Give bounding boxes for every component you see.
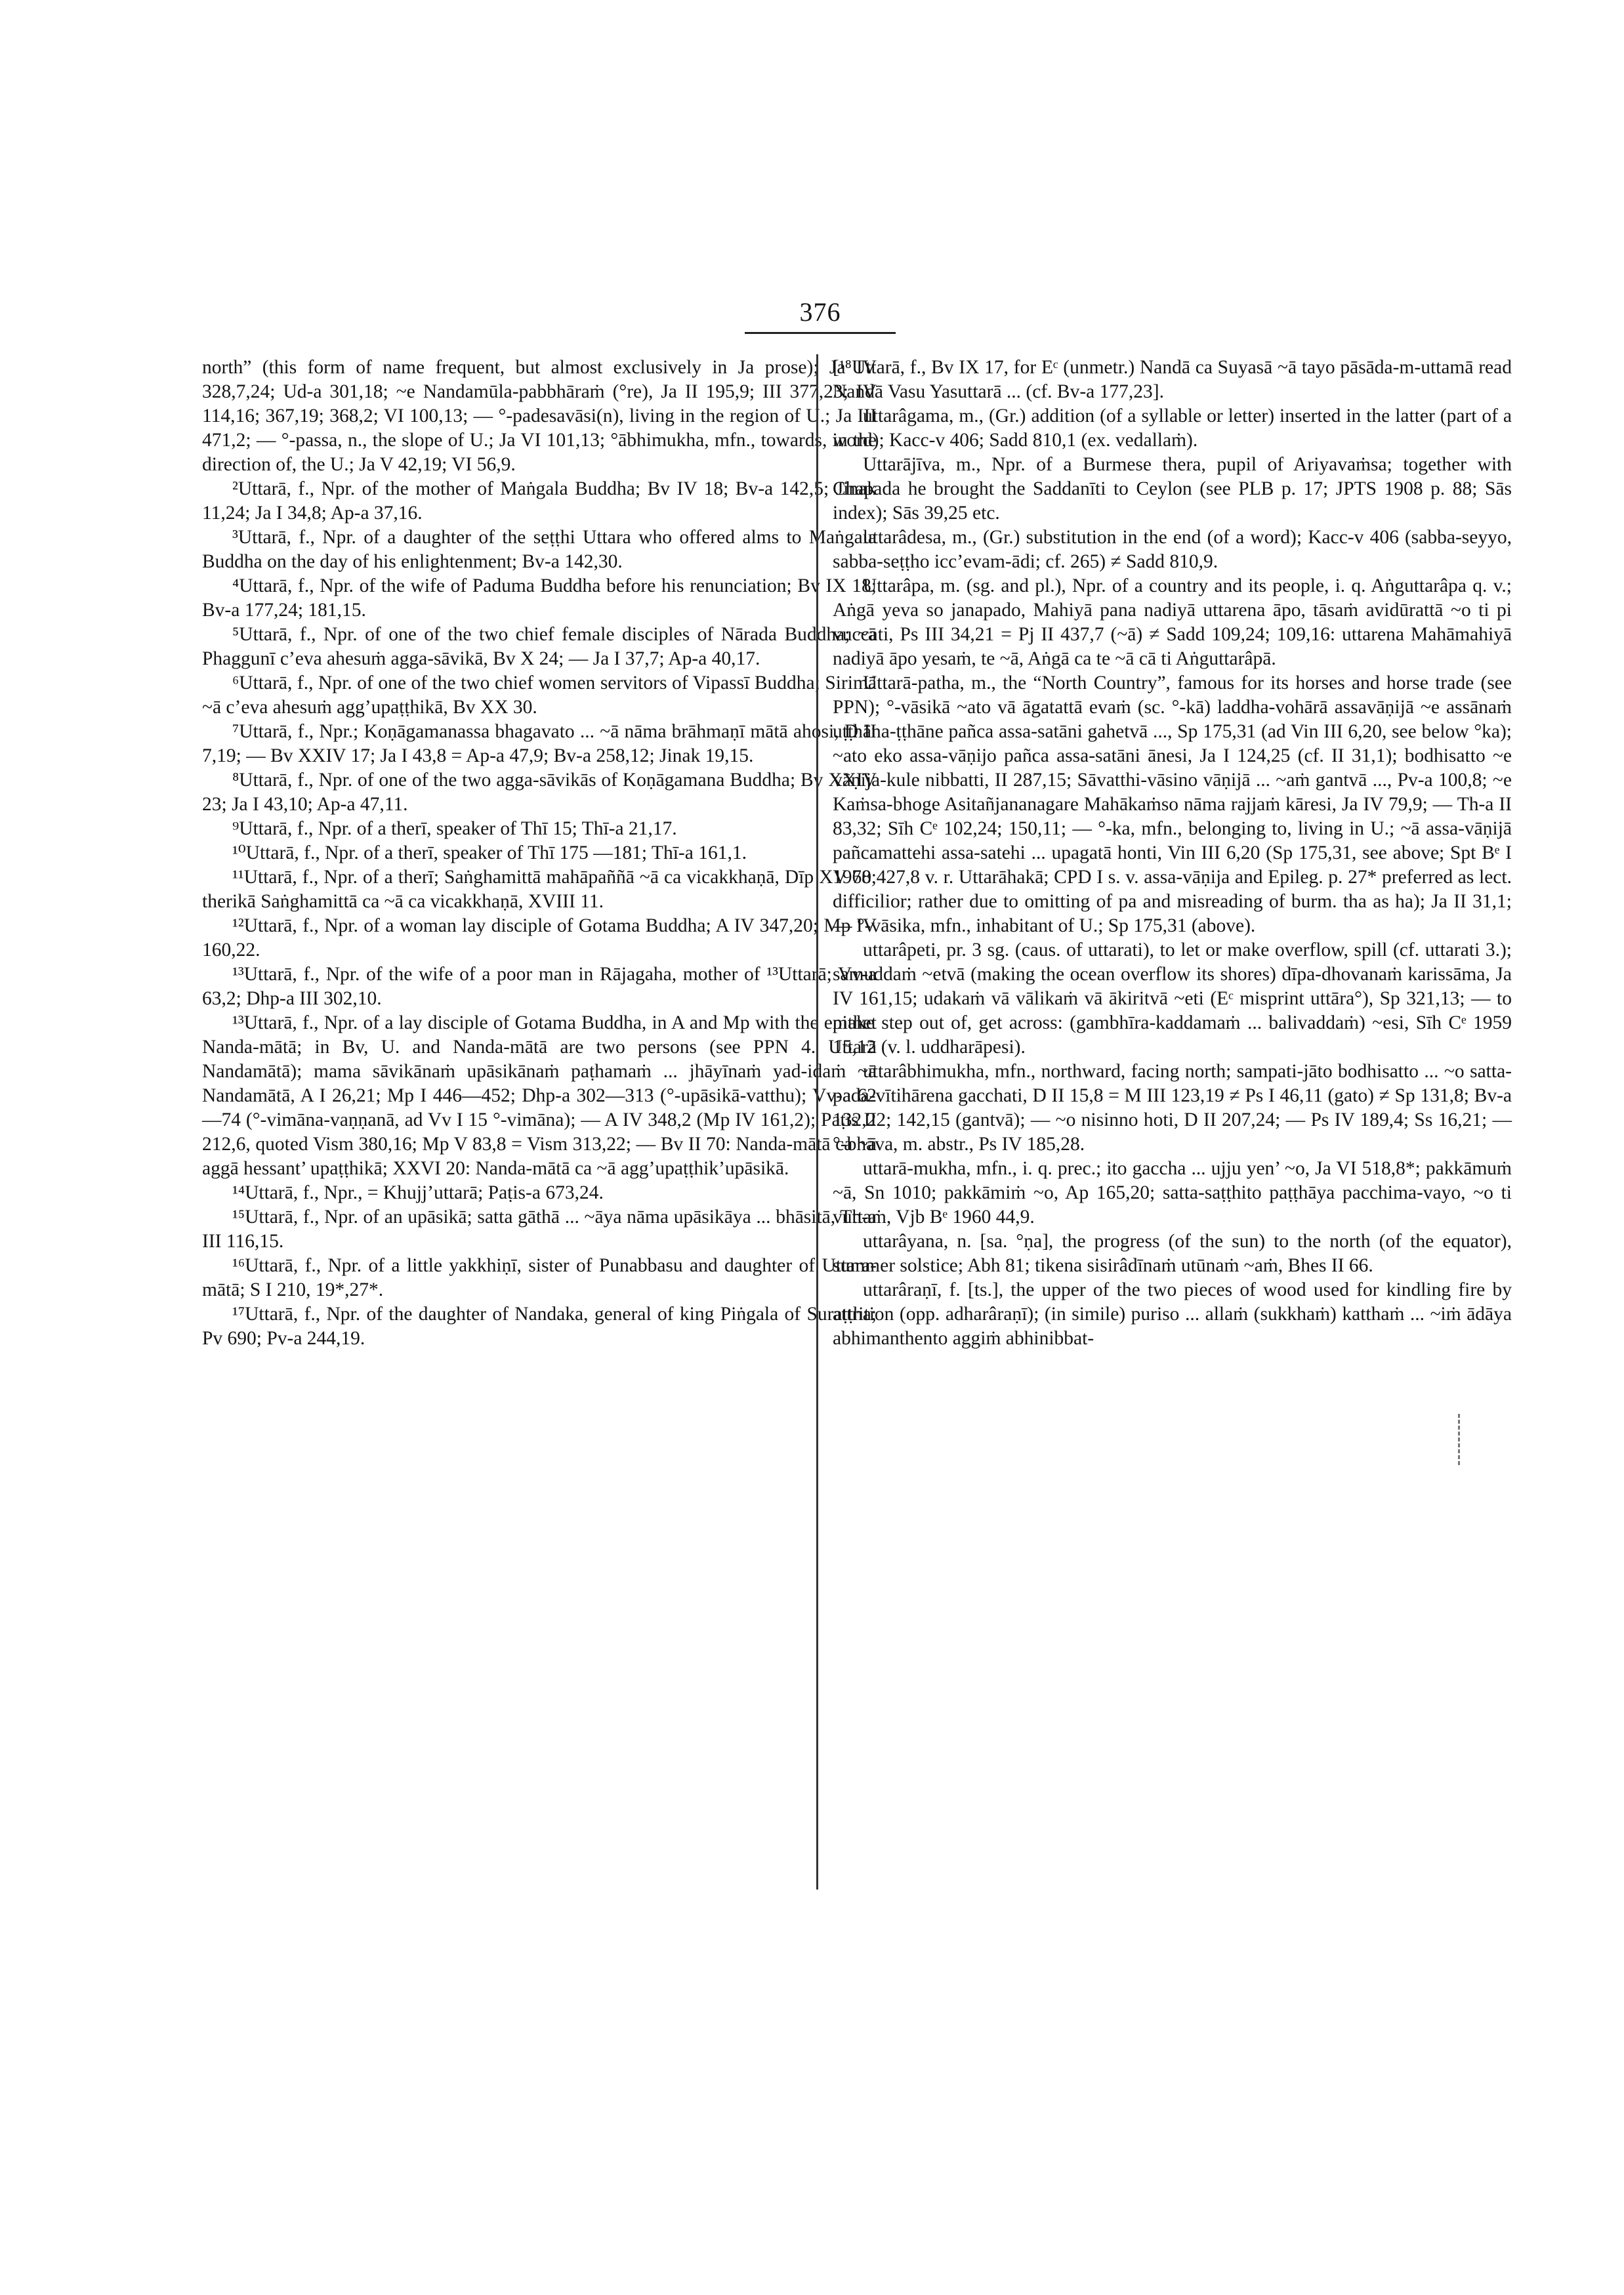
entry-uttara-13b: ¹³Uttarā, f., Npr. of a lay disciple of Gotama Buddha, in A and Mp with the epithet Nanda-mātā; in Bv, U. and Nanda-mātā are two persons (see PPN 4. Uttarā Nandamātā); mama sāvikānaṁ upāsikānaṁ paṭhamaṁ ... jhāyīnaṁ yad-idaṁ ~ā Nandamātā, A I 26,21; Mp I 446—452; Dhp-a 302—313 (°-upāsikā-vatthu); Vv-a 62—74 (°-vimāna-vaṇṇanā, ad Vv I 15 °-vimāna); — A IV 348,2 (Mp IV 161,2); Paṭis II 212,6, quoted Vism 380,16; Mp V 83,8 = Vism 313,22; — Bv II 70: Nanda-mātā ca ~ā aggā hessant’ upaṭṭhikā; XXVI 20: Nanda-mātā ca ~ā agg’upaṭṭhik’upāsikā.	[202, 1012, 877, 1179]
entry-uttararani: uttarâraṇī, f. [ts.], the upper of the two pieces of wood used for kindling fire by attrition (opp. adharâraṇī); (in simile) puriso ... allaṁ (sukkhaṁ) katthaṁ ... ~iṁ ādāya abhimanthento aggiṁ abhinibbat-	[833, 1279, 1512, 1349]
entry-uttara-10: ¹⁰Uttarā, f., Npr. of a therī, speaker of Thī 175 —181; Thī-a 161,1.	[232, 842, 747, 863]
left-column	[202, 356, 877, 1351]
column-divider	[816, 354, 818, 1890]
entry-uttara-14: ¹⁴Uttarā, f., Npr., = Khujj’uttarā; Paṭis-a 673,24.	[232, 1182, 604, 1203]
entry-uttara-15: ¹⁵Uttarā, f., Npr. of an upāsikā; satta gāthā ... ~āya nāma upāsikāya ... bhāsitā, Th-a III 116,15.	[202, 1207, 877, 1252]
entry-uttara-9: ⁹Uttarā, f., Npr. of a therī, speaker of Thī 15; Thī-a 21,17.	[232, 818, 677, 839]
entry-uttarapa: Uttarâpa, m. (sg. and pl.), Npr. of a country and its people, i. q. Aṅguttarâpa q. v.; Aṅgā yeva so janapado, Mahiyā pana nadiyā uttarena āpo, tāsaṁ avidūrattā ~o ti pi vuccati, Ps III 34,21 = Pj II 437,7 (~ā) ≠ Sadd 109,24; 109,16: uttarena Mahāmahiyā nadiyā āpo yesaṁ, te ~ā, Aṅgā ca te ~ā cā ti Aṅguttarâpā.	[833, 575, 1512, 669]
entry-uttara-patha: Uttarā-patha, m., the “North Country”, famous for its horses and horse trade (see PPN); °-vāsikā ~ato vā āgatattā evaṁ (sc. °-kā) laddha-vohārā assavāṇijā ~e assānaṁ uṭṭhāna-ṭṭhāne pañca assa-satāni gahetvā ..., Sp 175,31 (ad Vin III 6,20, see below °ka); ~ato eko assa-vāṇijo pañca assa-satāni ānesi, Ja I 124,25 (cf. II 31,1); bodhisatto ~e vāṇija-kule nibbatti, II 287,15; Sāvatthi-vāsino vāṇijā ... ~aṁ gantvā ..., Pv-a 100,8; ~e Kaṁsa-bhoge Asitañjananagare Mahākaṁso nāma rajjaṁ kāresi, Ja IV 79,9; — Th-a II 83,32; Sīh Cᵉ 102,24; 150,11; — °-ka, mfn., belonging to, living in U.; ~ā assa-vāṇijā pañcamattehi assa-satehi ... upagatā honti, Vin III 6,20 (Sp 175,31, see above; Spt Bᵉ I 1960 427,8 v. r. Uttarāhakā; CPD I s. v. assa-vāṇija and Epileg. p. 27* preferred as lect. difficilior; rather due to omitting of pa and misreading of burm. tha as ha); Ja II 31,1; — °-vāsika, mfn., inhabitant of U.; Sp 175,31 (above).	[833, 672, 1512, 936]
right-column	[833, 356, 1512, 1351]
entry-uttara-5: ⁵Uttarā, f., Npr. of one of the two chief female disciples of Nārada Buddha; ~ā Phaggunī c’eva ahesuṁ agga-sāvikā, Bv X 24; — Ja I 37,7; Ap-a 40,17.	[202, 624, 877, 669]
entry-uttara-6: ⁶Uttarā, f., Npr. of one of the two chief women servitors of Vipassī Buddha; Sirimā ~ā c’eva ahesuṁ agg’upaṭṭhikā, Bv XX 30.	[202, 672, 877, 718]
entry-uttara-11: ¹¹Uttarā, f., Npr. of a therī; Saṅghamittā mahāpaññā ~ā ca vicakkhaṇā, Dīp XV 78; therikā Saṅghamittā ca ~ā ca vicakkhaṇā, XVIII 11.	[202, 867, 877, 912]
entry-uttara-17: ¹⁷Uttarā, f., Npr. of the daughter of Nandaka, general of king Piṅgala of Suraṭṭha; Pv 690; Pv-a 244,19.	[202, 1304, 877, 1349]
entry-uttara-north-continued: north” (this form of name frequent, but almost exclusively in Ja prose); Ja IV 328,7,24; Ud-a 301,18; ~e Nandamūla-pabbhāraṁ (°re), Ja II 195,9; III 377,23; IV 114,16; 367,19; 368,2; VI 100,13; — °-padesavāsi(n), living in the region of U.; Ja III 471,2; — °-passa, n., the slope of U.; Ja VI 101,13; °ābhimukha, mfn., towards, in the direction of, the U.; Ja V 42,19; VI 56,9.	[202, 357, 877, 475]
entry-uttara-13a: ¹³Uttarā, f., Npr. of the wife of a poor man in Rājagaha, mother of ¹³Uttarā; Vv-a 63,2; Dhp-a III 302,10.	[202, 964, 877, 1009]
entry-uttara-2: ²Uttarā, f., Npr. of the mother of Maṅgala Buddha; Bv IV 18; Bv-a 142,5; Jinak 11,24; Ja I 34,8; Ap-a 37,16.	[202, 478, 877, 524]
entry-uttaradesa: uttarâdesa, m., (Gr.) substitution in the end (of a word); Kacc-v 406 (sabba-seyyo, sabba-seṭṭho icc’evam-ādi; cf. 265) ≠ Sadd 810,9.	[833, 527, 1512, 572]
entry-uttarayana: uttarâyana, n. [sa. °ṇa], the progress (of the sun) to the north (of the equator), summer solstice; Abh 81; tikena sisirâdīnaṁ utūnaṁ ~aṁ, Bhes II 66.	[833, 1231, 1512, 1276]
entry-uttarajiva: Uttarājīva, m., Npr. of a Burmese thera, pupil of Ariyavaṁsa; together with Chapada he brought the Saddanīti to Ceylon (see PLB p. 17; JPTS 1908 p. 88; Sās index); Sās 39,25 etc.	[833, 454, 1512, 524]
header-rule	[745, 332, 896, 334]
entry-uttarabhimukha: uttarâbhimukha, mfn., northward, facing north; sampati-jāto bodhisatto ... ~o satta-pada-vītihārena gacchati, D II 15,8 = M III 123,19 ≠ Ps I 46,11 (gato) ≠ Sp 131,8; Bv-a 132,22; 142,15 (gantvā); — ~o nisinno hoti, D II 207,24; — Ps IV 189,4; Ss 16,21; — °-bhāva, m. abstr., Ps IV 185,28.	[833, 1061, 1512, 1155]
entry-uttara-12: ¹²Uttarā, f., Npr. of a woman lay disciple of Gotama Buddha; A IV 347,20; Mp IV 160,22.	[202, 915, 877, 961]
entry-uttara-4: ⁴Uttarā, f., Npr. of the wife of Paduma Buddha before his renunciation; Bv IX 18; Bv-a 177,24; 181,15.	[202, 575, 877, 621]
entry-uttara-18: [¹⁸Uttarā, f., Bv IX 17, for Eᶜ (unmetr.) Nandā ca Suyasā ~ā tayo pāsāda-m-uttamā read Nandā Vasu Yasuttarā ... (cf. Bv-a 177,23].	[833, 357, 1512, 402]
entry-uttara-8: ⁸Uttarā, f., Npr. of one of the two agga-sāvikās of Koṇāgamana Buddha; Bv XXIV 23; Ja I 43,10; Ap-a 47,11.	[202, 770, 877, 815]
entry-uttara-7: ⁷Uttarā, f., Npr.; Koṇāgamanassa bhagavato ... ~ā nāma brāhmaṇī mātā ahosi, D II 7,19; — Bv XXIV 17; Ja I 43,8 = Ap-a 47,9; Bv-a 258,12; Jinak 19,15.	[202, 721, 877, 766]
entry-uttarapeti: uttarâpeti, pr. 3 sg. (caus. of uttarati), to let or make overflow, spill (cf. uttarati 3.); samuddaṁ ~etvā (making the ocean overflow its shores) dīpa-dhovanaṁ karissāma, Ja IV 161,15; udakaṁ vā vālikaṁ vā ākiritvā ~eti (Eᶜ misprint uttāra°), Sp 321,13; — to make step out of, get across: (gambhīra-kaddamaṁ ... balivaddaṁ) ~esi, Sīh Cᵉ 1959 15,12 (v. l. uddharāpesi).	[833, 940, 1512, 1058]
entry-uttaragama: uttarâgama, m., (Gr.) addition (of a syllable or letter) inserted in the latter (part of a word); Kacc-v 406; Sadd 810,1 (ex. vedallaṁ).	[833, 405, 1512, 451]
margin-mark	[1458, 1414, 1460, 1465]
entry-uttara-16: ¹⁶Uttarā, f., Npr. of a little yakkhiṇī, sister of Punabbasu and daughter of Uttara-mātā; S I 210, 19*,27*.	[202, 1255, 877, 1300]
page-number: 376	[799, 297, 841, 327]
entry-uttara-3: ³Uttarā, f., Npr. of a daughter of the seṭṭhi Uttara who offered alms to Maṅgala Buddha on the day of his enlightenment; Bv-a 142,30.	[202, 527, 877, 572]
entry-uttara-mukha: uttarā-mukha, mfn., i. q. prec.; ito gaccha ... ujju yen’ ~o, Ja VI 518,8*; pakkāmuṁ ~ā, Sn 1010; pakkāmiṁ ~o, Ap 165,20; satta-saṭṭhito paṭṭhāya pacchima-vayo, ~o ti vuttaṁ, Vjb Bᵉ 1960 44,9.	[833, 1158, 1512, 1228]
